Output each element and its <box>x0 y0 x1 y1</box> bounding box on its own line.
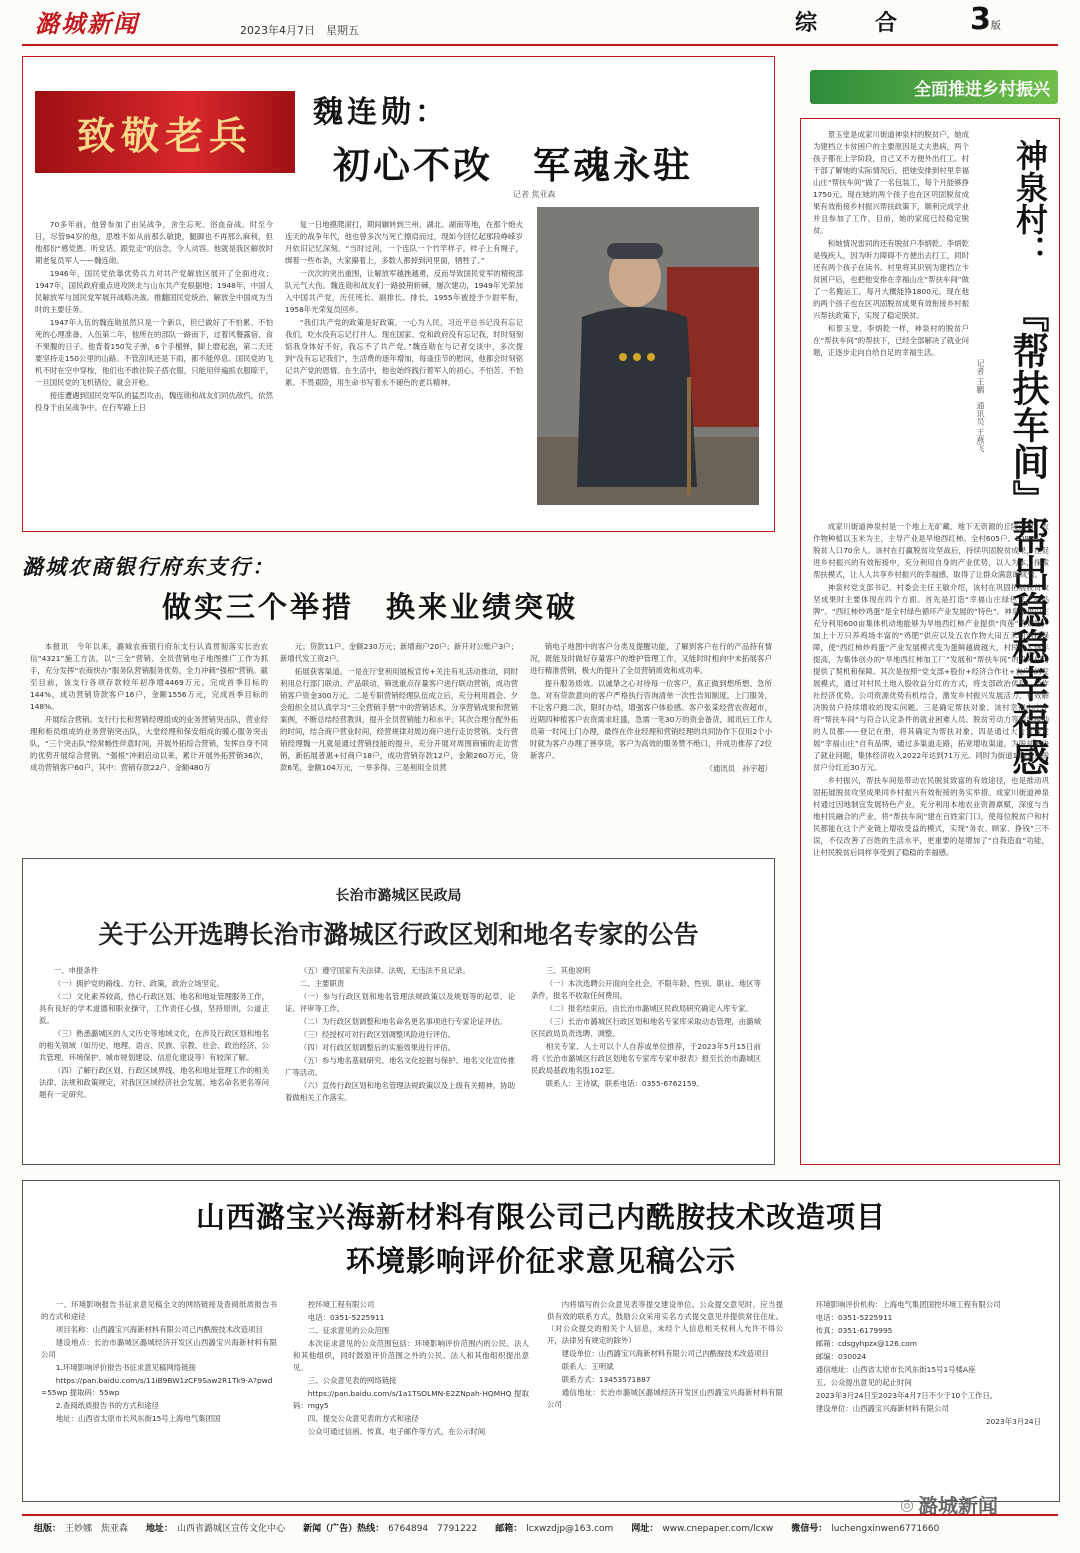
paragraph: 接连遭遇到国民党军队的猛烈攻击，魏连勋和战友们同仇敌忾，依然投身于由吴战争中。在行军路上日 <box>35 390 273 412</box>
paragraph: 1947年入伍的魏连勋虽然只是一个新兵，但已做好了不怕累、不怕死的心理准备。入伍第二年，他所在的部队一路南下，过着风餐露宿、食不果腹的日子。他背着150发子弹，6个手榴弹，脚上磨起泡，第二天还要坚持走150公里的山路。不管刮风还是下雨，都不能停息。国民党的飞机不时在空中穿梭，他们也不敢往院子搭衣服，只能用伴遍抓衣服晾干，一旦国民党的飞机错位，就会开枪。 <box>35 317 273 387</box>
paragraph: 1946年，国民党依靠优势兵力对共产党解放区展开了全面进攻；1947年，国民政府重点进攻陕北与山东共产党根据地；1948年，中国人民解放军与国民党军展开战略决战。推翻国民党统治、解放全中国成为当时的主要任务。 <box>35 268 273 314</box>
env-line: 邮箱：cdsgyhpzx@126.com <box>815 1338 917 1348</box>
paragraph: 70多年前，他曾参加了由吴战争，舍生忘死、浴血奋战。时至今日，尽管94岁的他，思维不如从前那么敏捷，腿脚也不再那么麻利，但他那份“感党恩、听党话、跟党走”的信念，令人动容。他就是我区解放时期老复员军人——魏连勋。 <box>35 220 273 265</box>
page-suffix: 版 <box>990 21 1001 32</box>
veteran-banner: 致敬老兵 <box>35 91 295 173</box>
veteran-photo <box>537 207 759 505</box>
footer-editors-label: 组版： <box>34 1523 62 1534</box>
env-line: 四、提交公众意见表的方式和途径 <box>307 1413 419 1423</box>
footer-website-value: www.cnepaper.com/lcxw <box>662 1523 774 1534</box>
notice-line: 二、主要职责 <box>299 978 345 988</box>
env-line: 建设单位：山西潞宝兴海新材料有限公司己内酰胺技术改造项目 <box>561 1348 769 1358</box>
bank-credit: （通讯员 孙宇超） <box>705 763 772 773</box>
notice-line: 相关专家、人士可以个人自荐或单位推荐，于2023年5月15日前将《长治市潞城区行政区划地名专家库专家申报表》报至长治市潞城区民政局基政地名股102室。 <box>531 1041 761 1075</box>
notice-line: （四）了解行政区划、行政区域界线、地名和地址管理工作的相关法律、法规和政策规定，对我区区域经济社会发展、地名命名更名等问题有一定研究。 <box>39 1065 269 1099</box>
notice-box <box>22 858 775 1165</box>
notice-line: （一）参与行政区划和地名管理法规政策以及规划等的起草、论证、评审等工作。 <box>285 991 515 1013</box>
paragraph: 开展综合营销。支行行长和营销经理组成的业务营销突击队，营业经理和柜员组成的业务营销突击队，大堂经理和保安组成的暖心服务突击队，“三个突击队”经常畅性伴意时间，开展外拓综合营销，发挥自身不同的优势开展综合营销。“强根”冲刺启动以来，累计开展外拓营销36次，成功营销客户60户，其中：营销存款22户、金额480万 <box>30 714 268 772</box>
notice-line: （三）长治市潞城区行政区划和地名专家库采取动态管理，由潞城区民政局负责选聘、调整。 <box>531 1016 761 1038</box>
env-line: 环境影响评价机构：上海电气集团国控环境工程有限公司 <box>815 1300 1001 1309</box>
env-line: 本次征求意见的公众范围包括：环境影响评价范围内的公民、法人和其他组织，同时鼓励评价范围之外的公民、法人和其他组织提出意见。 <box>293 1338 529 1372</box>
env-line: 项目名称：山西潞宝兴海新材料有限公司己内酰胺技术改造项目 <box>55 1324 263 1334</box>
env-line: 三、公众意见表的网络链接 <box>307 1375 397 1385</box>
bank-col3 <box>530 641 772 836</box>
bank-article <box>22 545 777 840</box>
footer-editors <box>34 1521 128 1534</box>
env-line: 建设地点：长治市潞城区潞城经济开发区山西潞宝兴海新材料有限公司 <box>41 1337 277 1359</box>
footer-editors-value: 王妙娜 焦亚森 <box>65 1523 129 1534</box>
bank-kicker: 潞城农商银行府东支行： <box>22 554 275 579</box>
env-line: 1.环境影响评价报告书征求意见稿网络链接 <box>55 1362 196 1372</box>
env-line: 电话：0351-5225911 <box>815 1312 893 1322</box>
paragraph: 元；贷款11户、金额230万元；新增商户20户；新开对公账户3户；新增代发工资2户。 <box>280 642 518 663</box>
notice-line: （二）为行政区划调整和地名命名更名事项进行专家论证评估。 <box>299 1016 507 1026</box>
bank-col1 <box>30 641 268 836</box>
env-line: https://pan.baidu.com/s/11iB9BW1zCF9Saw2R1Tk9-A?pwd=55wp 提取码：55wp <box>41 1375 273 1397</box>
footer-email-label: 邮箱： <box>495 1523 523 1534</box>
footer-email-value: lcxwzdjp@163.com <box>526 1523 614 1534</box>
paragraph: 一次次的突出重围，让解放军越挫越勇，反而导致国民党军的精锐部队元气大伤。魏连勋和战友们一路披荆斩棘，屡次建功，1949年光荣加入中国共产党，历任班长、副排长、排长，1955年被授予少尉军衔，1958年光荣复员回乡。 <box>285 268 523 314</box>
paragraph: 乡村振兴，帮扶车间是带动农民脱贫致富的有效途径，也是推动巩固拓展脱贫攻坚成果同乡村振兴有效衔接的务实举措。成家川街道神泉村通过因地制宜发展特色产业，充分利用本地农业资源禀赋，深度与当地村民融合的产业，将“帮扶车间”建在百姓家门口，使每位脱贫户和村民都能在这个产业链上增收受益的模式，实现“务农、顾家、挣钱”三不误，不仅改善了百姓的生活水平，更重要的是增加了“自我造血”功能，让村民脱贫后同样享受到了稳稳的幸福感。 <box>813 775 1049 857</box>
rural-title-top: 神泉村： <box>1011 139 1049 267</box>
env-line: 联系方式：13453571887 <box>561 1374 651 1384</box>
paragraph: 拓展获客渠道。一是在厅堂利用展板宣传+关注有礼活动推动，同时利用总行部门联动、产品联动，筛选重点存量客户进行联动营销，成功营销客户资金300万元。二是专职营销经理队伍成立后，充分利用晨会、夕会组织全员认真学习“三全营销手册”中的营销话术，分享营销成果和营销案例，不断总结经营教训，提升全员营销能力和水平；其次合理分配外拓的时间，结合商户营业时间，经营规律对周边商户进行走访营销。支行营销经理魏一凡就是通过营销技能的提升，充分开展对周围商铺的走访营销，新拓展普惠+付商户18户，成功营销存款12户，金额260万元，贷款6笔，金额104万元，一举多得。三是利用全员营 <box>280 666 518 772</box>
env-line: 联系人：王明斌 <box>561 1361 614 1371</box>
notice-line: 联系人：王诗斌，联系电话：0355-6762159。 <box>545 1078 704 1088</box>
page-number <box>970 2 1001 37</box>
page-number-value: 3 <box>970 2 991 37</box>
notice-line: 一、申报条件 <box>53 966 99 975</box>
env-line: https://pan.baidu.com/s/1a1TSOLMN-E2ZNpah-HQMHQ 提取码：mgy5 <box>293 1388 529 1410</box>
env-line: 建设单位：山西潞宝兴海新材料有限公司 <box>815 1403 949 1413</box>
footer-hotline <box>303 1521 477 1534</box>
paragraph: 销电子地图中的客户分类及提醒功能，了解到客户在行的产品持有情况，既能及时做好存量客户的维护管理工作，又能时时相向中未拓展客户进行精准营销，极大的提升了全员营销质效和成功率。 <box>530 642 772 675</box>
env-line: 公众可通过信函、传真、电子邮件等方式，在公示时间 <box>307 1426 486 1436</box>
env-line: 控环境工程有限公司 <box>307 1300 375 1309</box>
footer-address-value: 山西省潞城区宣传文化中心 <box>177 1523 286 1534</box>
footer-bar <box>22 1514 1058 1538</box>
notice-line: （五）参与地名基础研究、地名文化挖掘与保护、地名文化宣传推广等活动。 <box>285 1055 515 1077</box>
notice-line: （三）经授权可对行政区划调整风险进行评估。 <box>299 1029 456 1039</box>
notice-line: （二）文化素养较高，热心行政区划、地名和地址管理服务工作，具有良好的学术道德和职业操守，工作责任心强，坚持原则，公道正派。 <box>39 991 269 1025</box>
veteran-title: 初心不改 军魂永驻 <box>333 143 693 187</box>
paragraph: 和景玉堂、李炳乾一样，神泉村的脱贫户在“帮扶车间”的帮扶下，已经全部解决了就业问题，正逐步走向自给自足的幸福生活。 <box>813 323 969 357</box>
notice-line: 三、其他说明 <box>545 966 591 975</box>
env-line: 五、公众提出意见的起止时间 <box>815 1377 912 1387</box>
paragraph: 复一日地摸爬滚打，期间辗转到兰州、湖北、湖南等地，在那个炮火连天的战争年代，他也曾多次与死亡擦肩而过，现如今回忆起那段峥嵘岁月依旧记忆深刻。“当时过河，一个连队一个竹竿样子，样子上有绳子，绑着一些布条，大家攥着上，多数人都掉到河里面，牺牲了。” <box>285 220 523 265</box>
veteran-col2 <box>285 219 523 524</box>
footer-address-label: 地址： <box>146 1523 174 1534</box>
veteran-article <box>22 56 775 532</box>
env-line: 电话：0351-5225911 <box>307 1312 385 1322</box>
section-name: 综 合 <box>795 11 916 36</box>
rural-col-top <box>813 129 969 531</box>
env-line: 二、征求意见的公众范围 <box>307 1325 390 1335</box>
env-title-line1: 山西潞宝兴海新材料有限公司己内酰胺技术改造项目 <box>195 1200 886 1234</box>
bank-title: 做实三个举措 换来业绩突破 <box>162 590 579 624</box>
env-line: 2.查阅纸质报告书的方式和途径 <box>55 1400 159 1410</box>
paper-name: 潞城新闻 <box>35 9 139 38</box>
bank-col2 <box>280 641 518 836</box>
env-notice <box>22 1180 1060 1502</box>
notice-line: （三）熟悉潞城区的人文历史等地域文化，在涉及行政区划和地名的相关领域（如历史、地理、语言、民族、宗教、社会、政治经济、公共管理、环境保护、城市规划建设、信息化建设等）有较深了解。 <box>39 1028 269 1062</box>
env-line: 通信地址：长治市潞城区潞城经济开发区山西潞宝兴海新材料有限公司 <box>547 1387 783 1409</box>
rural-col-bottom <box>813 521 1049 1156</box>
rural-banner-text: 全面推进乡村振兴 <box>914 79 1050 100</box>
notice-line: （一）本次选聘公开面向全社会，不限年龄、性别、职业、地区等条件，报名不收取任何费用。 <box>531 978 761 1000</box>
footer-hotline-value: 6764894 7791222 <box>388 1523 478 1534</box>
env-line: 邮编：030024 <box>815 1351 867 1361</box>
paragraph: 和她情况雷同的还有脱贫户李炳乾。李炳乾是残疾人，因为听力障碍不方便出去打工，同时还有两个孩子在读书。村里将其识别为建档立卡贫困户后，也把他安排在幸福山庄“帮扶车间”做了一名搬运工，每月大概能挣1800元。现在他的两个孩子也在区巩固脱贫成果有效衔接乡村振兴帮扶政策下，实现了稳定脱贫。 <box>813 238 969 320</box>
notice-title: 关于公开选聘长治市潞城区行政区划和地名专家的公告 <box>98 920 699 949</box>
rural-title-main: 『帮扶车间』帮出稳稳幸福感 <box>1006 295 1050 776</box>
env-col3 <box>547 1299 783 1494</box>
veteran-portrait-image <box>537 207 759 505</box>
notice-col1 <box>39 965 269 1155</box>
notice-line: （一）拥护党的路线、方针、政策，政治立场坚定。 <box>53 978 224 988</box>
veteran-byline: 记者 焦亚森 <box>513 190 556 199</box>
rural-article <box>800 118 1060 1165</box>
env-line: 2023年3月24日至2023年4月7日不少于10个工作日。 <box>815 1390 998 1400</box>
env-col4 <box>801 1299 1041 1494</box>
env-date: 2023年3月24日 <box>985 1416 1041 1426</box>
env-col1 <box>41 1299 277 1494</box>
footer-wechat <box>791 1521 939 1534</box>
notice-line: （四）对行政区划调整后的实施效果进行评估。 <box>299 1042 456 1052</box>
wechat-icon: ◎ <box>900 1495 914 1514</box>
watermark-text: 潞城新闻 <box>917 1494 998 1518</box>
footer-email <box>495 1521 613 1534</box>
env-line: 内将填写的公众意见表等提交建设单位。公众提交意见时，应当提供有效的联系方式，鼓励公众采用实名方式提交意见并提供常住住址。（对公众提交的相关个人信息，未经个人信息相关权利人允许不得公开，法律另有规定的除外） <box>547 1300 783 1345</box>
paragraph: 景玉堂是成家川街道神泉村的脱贫户，她成为建档立卡贫困户的主要原因是丈夫患病，两个孩子都在上学阶段，自己又不方便外出打工。村干部了解她的实际情况后，把她安排到村里幸福山庄“帮扶车间”做了一名包装工，每个月能够挣1750元。现在她的两个孩子也在区巩固脱贫成果有效衔接乡村振兴帮扶政策下，顺利完成学业并且参加了工作，目前，她的家庭已经稳定脱贫。 <box>813 130 969 235</box>
paragraph: “我们共产党的政策是好政策，一心为人民，习近平总书记没有忘记我们，吃水没有忘记打井人。现在国家、党和政府没有忘记我，时时刻刻惦我身体好不好，我忘不了共产党。”魏连勋在与记者交谈中，多次提到“没有忘记我们”，生活费的逐年增加，每逢佳节的慰问，他都会时刻铭记共产党的恩情。在生活中，他也始终践行着军人的初心，不怕苦、不怕累、不畏艰险，用生命书写着永不褪色的老兵精神。 <box>285 317 523 387</box>
notice-issuer: 长治市潞城区民政局 <box>335 888 462 904</box>
env-title-line2: 环境影响评价征求意见稿公示 <box>345 1244 736 1278</box>
footer-hotline-label: 新闻（广告）热线： <box>303 1523 385 1534</box>
footer-website <box>631 1521 773 1534</box>
veteran-col1 <box>35 219 273 524</box>
notice-line: （六）宣传行政区划和地名管理法规政策以及上级有关精神，协助着做相关工作落实。 <box>285 1080 515 1102</box>
env-line: 通信地址：山西省太原市长风东街15号1号楼A座 <box>815 1364 976 1374</box>
env-line: 地址：山西省太原市长风东街15号上海电气集团国 <box>55 1413 221 1423</box>
paragraph: 本报讯 今年以来，潞城农商银行府东支行认真贯彻落实长治农信“4321”施工方法，以“三全”营销、全员营销电子地图推广工作为抓手，充分发挥“农商快办”服务队营销服务优势，全力冲刺“强根”营销。截至目前，该支行各项存款较年初净增4469万元，完成首季目标的144%，成功营销贷款客户16户，金额1556万元，完成首季目标的148%。 <box>30 642 268 711</box>
footer-website-label: 网址： <box>631 1523 659 1534</box>
rural-byline: 记者 王鹏 通讯员 王燕飞 <box>976 359 985 453</box>
env-line: 传真：0351-6179995 <box>815 1325 893 1335</box>
footer-wechat-value: luchengxinwen6771660 <box>831 1523 940 1534</box>
footer-wechat-label: 微信号： <box>791 1523 828 1534</box>
notice-col3 <box>531 965 761 1155</box>
env-line: 一、环境影响报告书征求意见稿全文的网络链接及查阅纸质报告书的方式和途径 <box>41 1300 277 1321</box>
footer-address <box>146 1521 285 1534</box>
paragraph: 成家川街道神泉村是一个地上无矿藏、地下无资源的丘陵山村，农作物种植以玉米为主，主导产业是旱地西红柿。全村605户、2084人，脱贫人口70余人。该村在打赢脱贫攻坚战后，持续巩固脱贫成果，在促进乡村振兴的有效衔接中，充分利用自身的产业优势，以人为本，探索帮扶模式，让人人共享乡村振兴的幸福感，取得了让群众满意的成效。 <box>813 522 1049 579</box>
rural-banner <box>810 70 1058 104</box>
paragraph: 提升服务质效。以诚挚之心对待每一位客户，真正做到想所想、急所急。对有贷款意向的客户严格执行咨询清单一次性告知制度，上门服务，不让客户跑二次，限时办结，增强客户体验感。客户张某经营农资超市，近期四种植客户农资需求旺盛，急需一笔30万的资金备货，闻讯后工作人员第一时间上门办理，最终在作业经理和营销经理的共同协作下仅用2个小时就为客户办理了善享贷，客户为高效的服务赞不绝口，并成功推荐了2位新客户。 <box>530 678 772 760</box>
veteran-kicker: 魏连勋： <box>313 95 449 130</box>
top-rule <box>22 44 1058 46</box>
paragraph: 神泉村党支部书记、村委会主任王敏介绍，该村在巩固拓展脱贫攻坚成果时主要体现在四个方面。首先是打造“幸福山庄绿色农产品品牌”。“西红柿炒鸡蛋”是全村绿色循环产业发展的“特色”。神泉幸福山庄充分利用600亩集体机动地能够为旱地西红柿产业提供“肉莲”的效能，加上十万只养鸡场丰富的“鸡肥”供应以及五农作物大田五禾的饲料保障，使“西红柿炒鸡蛋”产业发展模式变为蛋鲜越做越大，村民收入逐年提高，为集体创办的“旱地西红柿加工厂”发展和“帮扶车间”的投入使用提供了契机和保障。其次是按照“党支部+股份+经济合作社+农户”的发展模式，通过对村民土地入股收益分红的方式，将支部政治优势、合作社经济优势、公司资源优势有机结合，激发乡村振兴发展活力，有效解决脱贫户持续增收的现实问题。三是确定帮扶对象。该村幸福山庄中将“帮扶车间”与符合认定条件的就业困难人员、脱贫劳动力等需要援助的人员都——登记在册，将其确定为帮扶对象。四是通过大力宣传发展“幸福山庄”自有品牌，通过多渠道走路，拓宽增收渠道，为脱贫解决了就业问题，集体经济收入2022年达到71万元。同时为街道100余户脱贫户分红近30万元。 <box>813 582 1049 772</box>
notice-col2 <box>285 965 515 1155</box>
issue-date: 2023年4月7日 星期五 <box>240 24 359 37</box>
notice-line: （二）报名结束后，由长治市潞城区民政局研究确定入库专家。 <box>545 1003 753 1013</box>
env-col2 <box>293 1299 529 1494</box>
notice-line: （五）遵守国家有关法律、法规，无违法不良记录。 <box>299 966 470 975</box>
